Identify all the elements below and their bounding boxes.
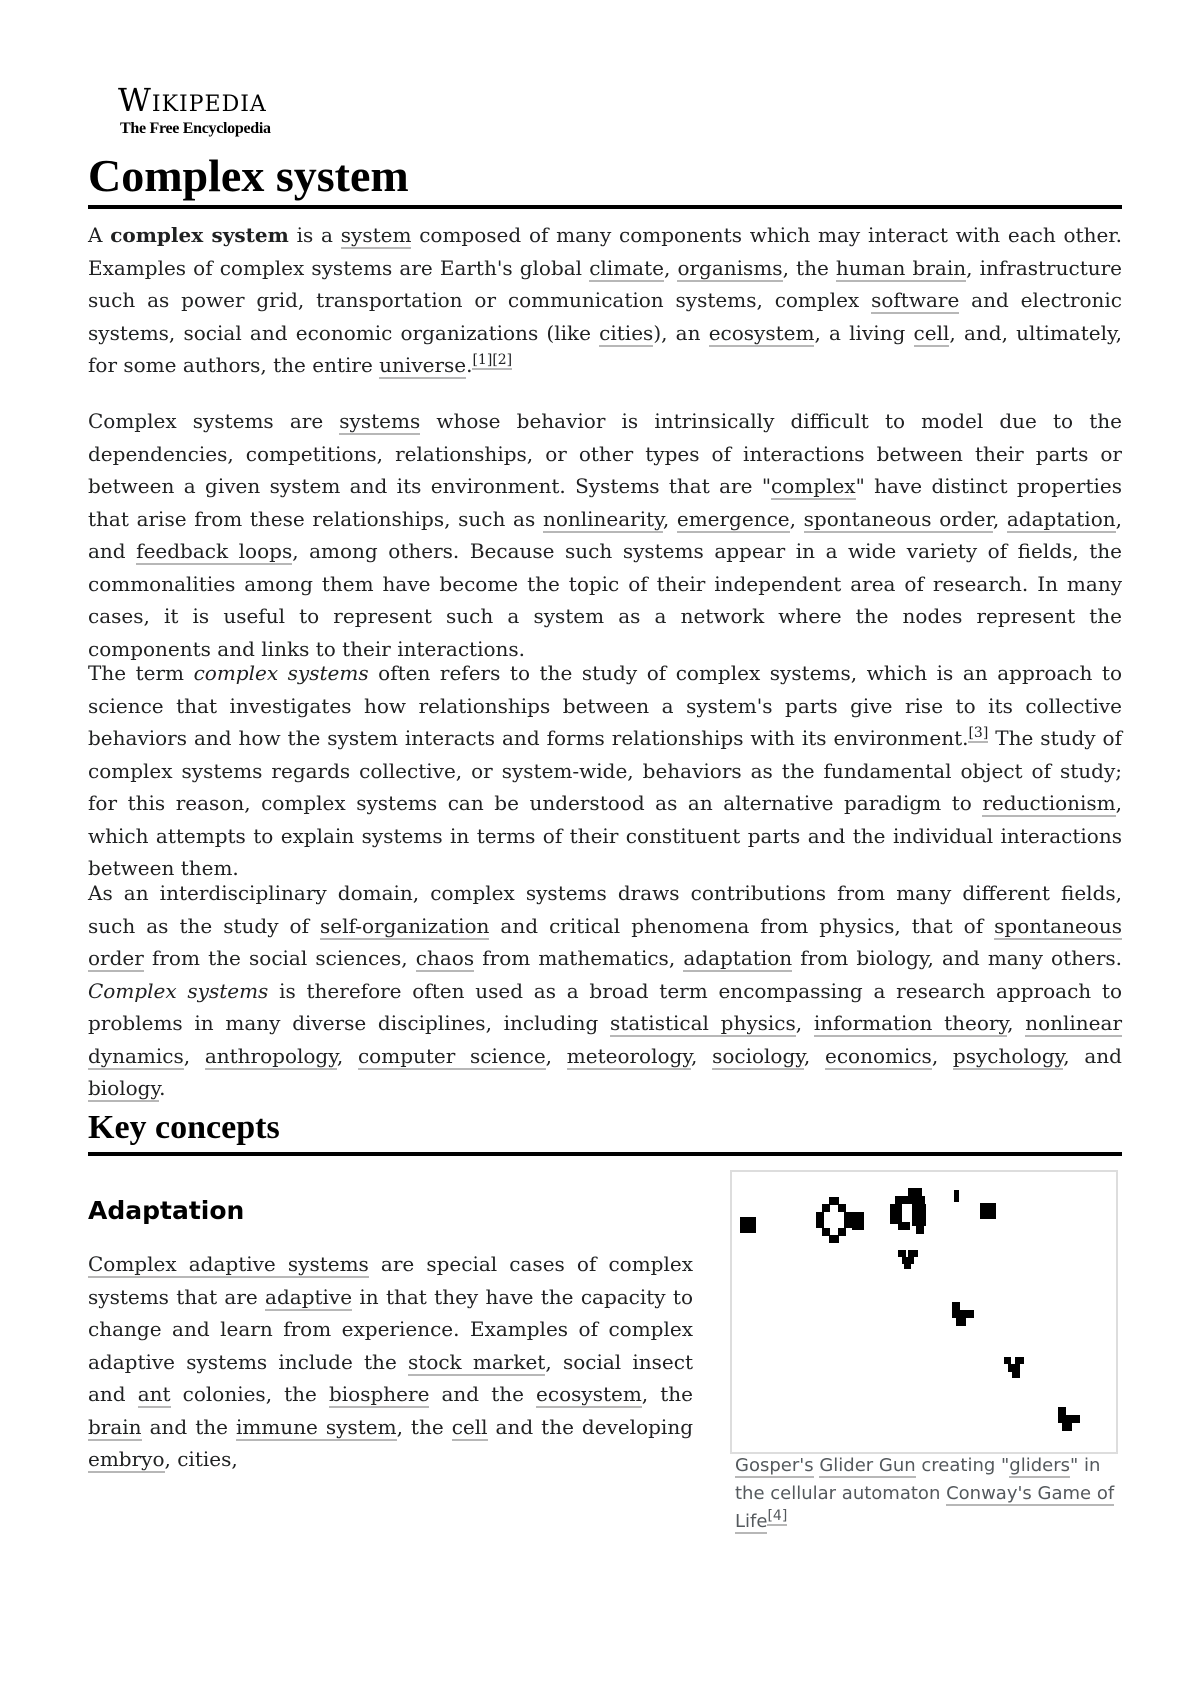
text: , (803, 1043, 825, 1068)
ref-link[interactable]: [1] (472, 352, 493, 369)
text: , infrastructure such as power grid, transportation or communication systems, complex (88, 255, 1123, 312)
text: is therefore often used as a broad term encompassing a research approach to problems in many diverse disciplines, including (88, 978, 1122, 1035)
section-heading-key-concepts: Key concepts (88, 1108, 1122, 1156)
link-complex[interactable]: complex (771, 474, 856, 498)
bold-term: complex system (110, 223, 289, 247)
ref-3[interactable] (968, 725, 988, 743)
paragraph-adaptation (88, 1248, 693, 1476)
text: . (159, 1076, 166, 1100)
link-statistical-physics[interactable]: statistical physics (610, 1011, 796, 1035)
text: , cities, (164, 1447, 238, 1471)
link-climate[interactable]: climate (589, 255, 664, 280)
text: , (663, 255, 678, 280)
italic-term: Complex systems (88, 978, 269, 1003)
text: The term (88, 661, 194, 685)
logo-tagline: The Free Encyclopedia (120, 120, 271, 137)
text: whose behavior is intrinsically difficult to model due to the dependencies, competitions, relationships, or other types of interactions between their parts or between a given system and its environment. Systems that are " (88, 409, 1122, 498)
text: from the social sciences, (143, 946, 416, 970)
text: , and (1063, 1043, 1122, 1068)
text: , (789, 506, 804, 531)
ref-2[interactable] (492, 352, 512, 370)
text: , a living (814, 320, 914, 345)
link-software[interactable]: software (871, 288, 960, 312)
link-ecosystem[interactable]: ecosystem (708, 320, 815, 345)
link-chaos[interactable]: chaos (415, 946, 475, 970)
link-computer-science[interactable]: computer science (357, 1043, 546, 1068)
text: and electronic systems, social and economic organizations (like (88, 288, 1123, 345)
link-spontaneous-order[interactable]: spontaneous order (88, 913, 1122, 970)
page-title: Complex system (88, 150, 1122, 209)
text: from biology, and many others. (792, 946, 1123, 970)
text: composed of many components which may interact with each other. Examples of complex systems are Earth's global (88, 223, 1123, 280)
subsection-heading-adaptation: Adaptation (88, 1196, 245, 1225)
ref-4[interactable] (767, 1508, 787, 1526)
ref-1[interactable] (472, 352, 492, 370)
text: and critical phenomena from physics, that of (489, 913, 995, 938)
link-biosphere[interactable]: biosphere (328, 1382, 430, 1406)
text: , (336, 1043, 358, 1068)
italic-term: complex systems (193, 661, 369, 685)
link-adaptation[interactable]: adaptation (683, 946, 793, 970)
text: " have distinct properties that arise from these relationships, such as (88, 474, 1123, 531)
text: is a (288, 223, 341, 247)
text: and the developing (487, 1414, 694, 1439)
ref-link[interactable]: [4] (767, 1508, 788, 1524)
text: . (466, 353, 473, 377)
wikipedia-logo[interactable] (118, 81, 318, 138)
link-ecosystem[interactable]: ecosystem (536, 1382, 642, 1406)
link-brain[interactable]: brain (88, 1414, 142, 1439)
link-human-brain[interactable]: human brain (835, 255, 967, 280)
link-meteorology[interactable]: meteorology (566, 1043, 691, 1068)
link-adaptive[interactable]: adaptive (265, 1284, 353, 1309)
text: , social insect and (88, 1349, 694, 1406)
text: , the (782, 255, 836, 280)
link-organisms[interactable]: organisms (677, 255, 783, 280)
text: ), an (653, 320, 709, 345)
ref-link[interactable]: [2] (492, 352, 513, 369)
link-self-organization[interactable]: self-organization (320, 913, 490, 938)
link-cities[interactable]: cities (599, 320, 654, 345)
text: , (1007, 1011, 1026, 1035)
text: and the (141, 1414, 236, 1439)
link-glider-gun[interactable]: Glider Gun (819, 1455, 916, 1476)
text: and the (429, 1382, 537, 1406)
link-sociology[interactable]: sociology (712, 1043, 804, 1068)
cell-block (740, 1217, 756, 1233)
text: , (545, 1043, 567, 1068)
text: Complex systems are (88, 409, 340, 433)
link-stock-market[interactable]: stock market (408, 1349, 546, 1374)
text: , (931, 1043, 953, 1068)
paragraph-definition (88, 405, 1122, 665)
link-universe[interactable]: universe (379, 353, 467, 377)
text: " in the cellular automaton (735, 1455, 1101, 1504)
link-feedback-loops[interactable]: feedback loops (136, 539, 293, 563)
text: often refers to the study of complex systems, which is an approach to science that investigates how relationships between a system's parts give rise to its collective behaviors and how the system interacts and forms relationships with its environment. (88, 661, 1123, 750)
link-gliders[interactable]: gliders (1009, 1455, 1070, 1476)
text: in that they have the capacity to change and learn from experience. Examples of complex adaptive systems include the (88, 1284, 693, 1374)
link-biology[interactable]: biology (88, 1076, 160, 1100)
paragraph-interdisciplinary (88, 877, 1122, 1105)
text: creating " (915, 1455, 1010, 1476)
text: from mathematics, (474, 946, 684, 970)
paragraph-study (88, 657, 1122, 885)
ref-link[interactable]: [3] (968, 725, 989, 742)
link-conways-game-of-life[interactable]: Conway's Game of Life (735, 1483, 1115, 1532)
link-gosper[interactable]: Gosper's (735, 1455, 814, 1476)
link-information-theory[interactable]: information theory (813, 1011, 1008, 1035)
text: , and, ultimately, for some authors, the entire (88, 320, 1123, 377)
text: , (690, 1043, 713, 1068)
link-immune-system[interactable]: immune system (235, 1414, 397, 1439)
text: , (992, 506, 1007, 531)
link-emergence[interactable]: emergence (676, 506, 790, 531)
text: , (795, 1011, 814, 1035)
paragraph-intro (88, 219, 1122, 382)
text: , which attempts to explain systems in terms of their constituent parts and the individual interactions between them. (88, 791, 1122, 880)
text: , and (88, 506, 1122, 563)
link-reductionism[interactable]: reductionism (982, 791, 1116, 815)
text: , (183, 1043, 205, 1068)
link-nonlinear-dynamics[interactable]: nonlinear dynamics (88, 1011, 1122, 1068)
link-systems[interactable]: systems (339, 409, 421, 433)
glider-gun-image (732, 1172, 1116, 1452)
link-system[interactable]: system (340, 223, 412, 247)
link-nonlinearity[interactable]: nonlinearity (542, 506, 663, 531)
link-anthropology[interactable]: anthropology (204, 1043, 337, 1068)
text: , the (641, 1382, 693, 1406)
text: colonies, the (170, 1382, 329, 1406)
figure-caption (735, 1452, 1115, 1536)
link-cell[interactable]: cell (451, 1414, 488, 1439)
link-embryo[interactable]: embryo (88, 1447, 165, 1471)
text: , (662, 506, 677, 531)
text: are special cases of complex systems that are (88, 1252, 693, 1309)
link-complex-adaptive-systems[interactable]: Complex adaptive systems (88, 1252, 369, 1276)
link-spontaneous-order[interactable]: spontaneous order (803, 506, 993, 531)
text: , the (396, 1414, 452, 1439)
figure-glider-gun[interactable] (730, 1170, 1118, 1454)
logo-wordmark: Wikipedia (118, 81, 267, 119)
link-cell[interactable]: cell (913, 320, 950, 345)
text: , among others. Because such systems appear in a wide variety of fields, the commonalities among them have become the topic of their independent area of research. In many cases, it is useful to represent such a system as a network where the nodes represent the components and links to their interactions. (88, 539, 1122, 661)
link-psychology[interactable]: psychology (952, 1043, 1064, 1068)
text: A (88, 223, 111, 247)
text: As an interdisciplinary domain, complex systems draws contributions from many different fields, such as the study of (88, 881, 1122, 938)
link-ant[interactable]: ant (137, 1382, 171, 1406)
link-economics[interactable]: economics (824, 1043, 932, 1068)
link-adaptation[interactable]: adaptation (1006, 506, 1116, 531)
text: The study of complex systems regards collective, or system-wide, behaviors as the fundamental object of study; for this reason, complex systems can be understood as an alternative paradigm to (88, 726, 1122, 815)
